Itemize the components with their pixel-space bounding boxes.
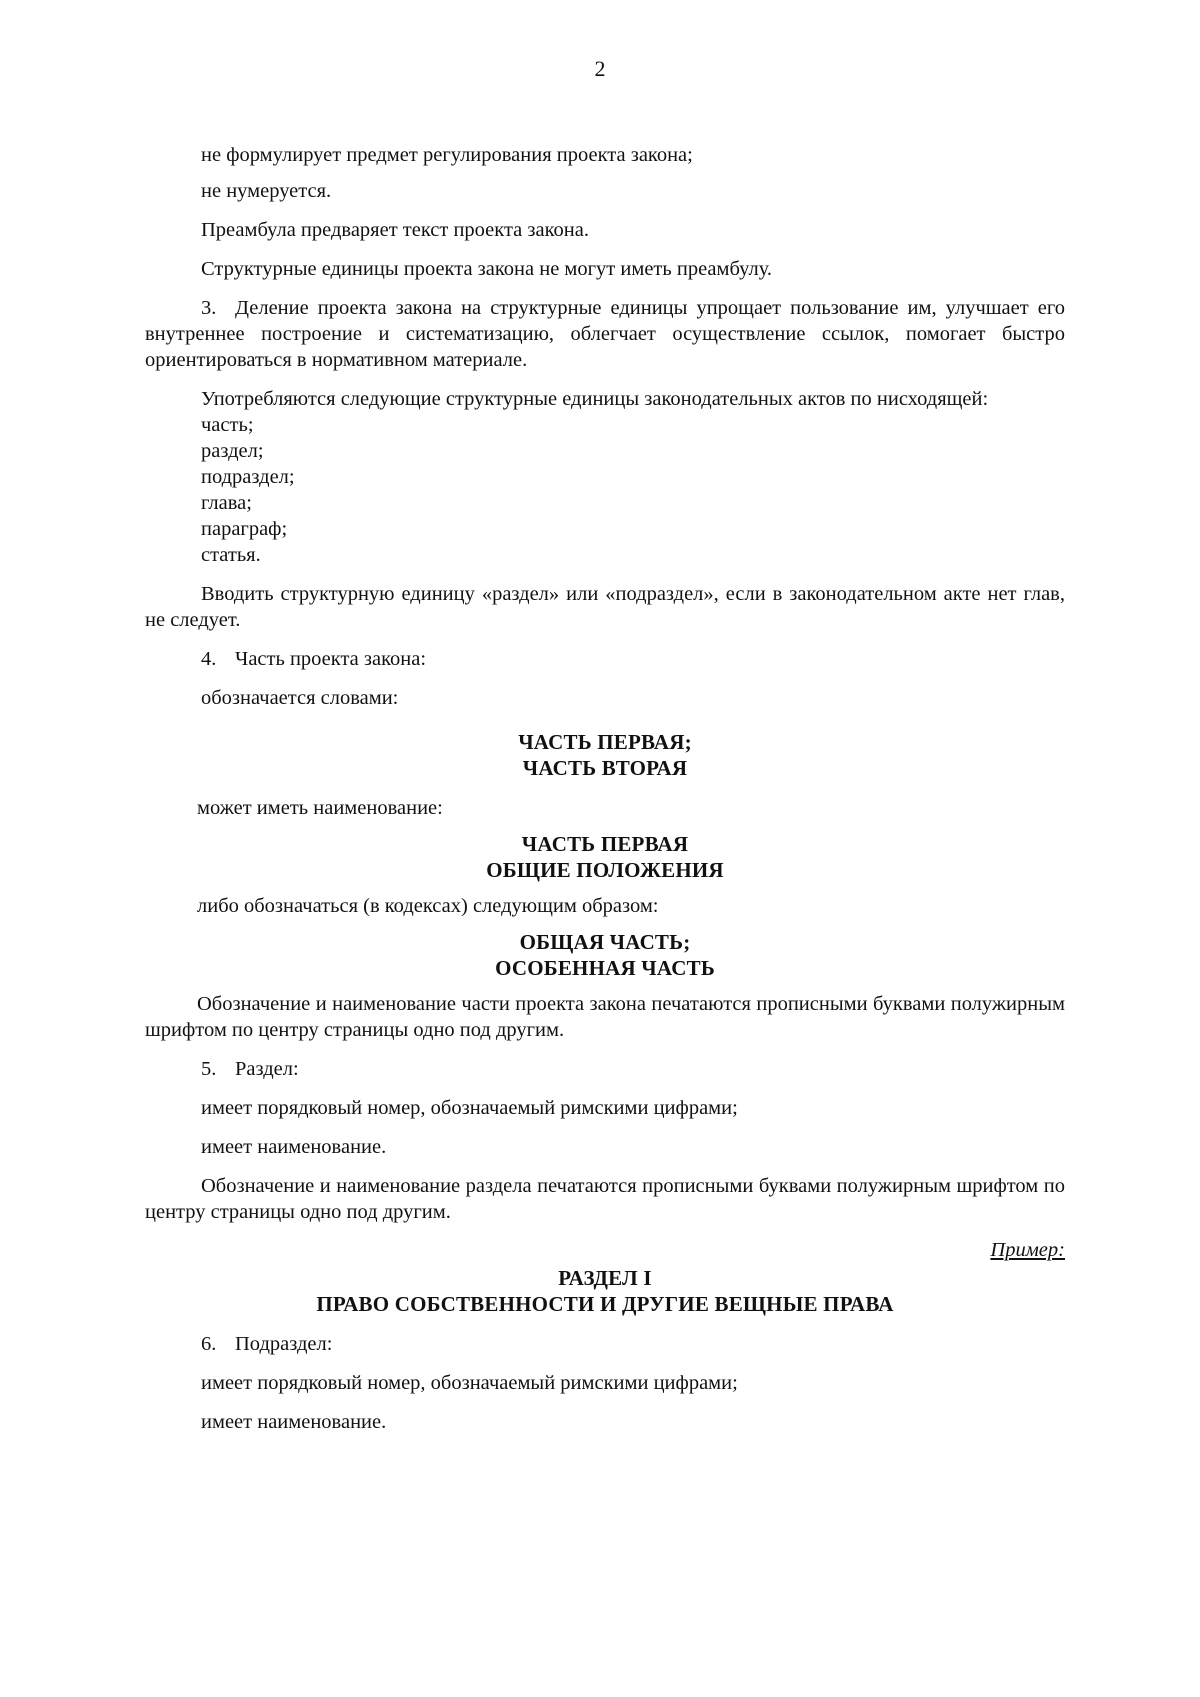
heading-line: ОБЩИЕ ПОЛОЖЕНИЯ (486, 858, 724, 882)
item-text: Деление проекта закона на структурные единицы упрощает пользование им, улучшает его внутреннее построение и систематизацию, облегчает осуществление ссылок, помогает быстро ориентироваться в нормативном материале. (145, 297, 1065, 371)
page-number: 2 (594, 56, 606, 81)
list-item: глава; (201, 492, 252, 514)
heading-line: ОСОБЕННАЯ ЧАСТЬ (495, 956, 715, 980)
heading-line: РАЗДЕЛ I (558, 1266, 652, 1290)
paragraph: Употребляются следующие структурные единицы законодательных актов по нисходящей: (201, 388, 989, 410)
item-number: 3. (201, 297, 217, 319)
paragraph: имеет наименование. (201, 1136, 387, 1158)
paragraph: имеет порядковый номер, обозначаемый римскими цифрами; (201, 1097, 738, 1119)
heading-block (145, 831, 1065, 883)
item-text: Раздел: (235, 1058, 299, 1080)
item-number: 6. (201, 1333, 217, 1355)
paragraph: Структурные единицы проекта закона не могут иметь преамбулу. (201, 258, 773, 280)
paragraph: не нумеруется. (201, 180, 332, 202)
paragraph: Преамбула предваряет текст проекта закона. (201, 219, 589, 241)
item-text: Подраздел: (235, 1333, 333, 1355)
list-item: статья. (201, 544, 261, 566)
item-number: 4. (201, 648, 217, 670)
paragraph: Обозначение и наименование раздела печатаются прописными буквами полужирным шрифтом по центру страницы одно под другим. (145, 1175, 1065, 1223)
paragraph: не формулирует предмет регулирования проекта закона; (201, 144, 693, 166)
heading-line: ЧАСТЬ ПЕРВАЯ; (518, 730, 692, 754)
heading-block (145, 729, 1065, 781)
paragraph-item-6 (145, 1331, 1065, 1357)
list-item: часть; (201, 414, 254, 436)
item-number: 5. (201, 1058, 217, 1080)
paragraph: может иметь наименование: (197, 797, 443, 819)
paragraph: Вводить структурную единицу «раздел» или «подраздел», если в законодательном акте нет глав, не следует. (145, 583, 1065, 631)
heading-line: ОБЩАЯ ЧАСТЬ; (519, 930, 691, 954)
item-text: Часть проекта закона: (235, 648, 427, 670)
paragraph: либо обозначаться (в кодексах) следующим образом: (197, 895, 659, 917)
paragraph: имеет наименование. (201, 1411, 387, 1433)
heading-line: ЧАСТЬ ПЕРВАЯ (521, 832, 689, 856)
paragraph: имеет порядковый номер, обозначаемый римскими цифрами; (201, 1372, 738, 1394)
example-label: Пример: (990, 1239, 1065, 1261)
list-item: подраздел; (201, 466, 295, 488)
paragraph: обозначается словами: (201, 687, 399, 709)
heading-line: ПРАВО СОБСТВЕННОСТИ И ДРУГИЕ ВЕЩНЫЕ ПРАВА (316, 1292, 894, 1316)
paragraph-item-4 (145, 646, 1065, 672)
paragraph: Обозначение и наименование части проекта закона печатаются прописными буквами полужирным шрифтом по центру страницы одно под другим. (145, 993, 1065, 1041)
heading-block (145, 929, 1065, 981)
list-item: параграф; (201, 518, 288, 540)
heading-block (145, 1265, 1065, 1317)
list-item: раздел; (201, 440, 264, 462)
paragraph-item-3 (145, 295, 1065, 373)
heading-line: ЧАСТЬ ВТОРАЯ (522, 756, 688, 780)
document-body (145, 142, 1065, 1435)
paragraph-item-5 (145, 1056, 1065, 1082)
